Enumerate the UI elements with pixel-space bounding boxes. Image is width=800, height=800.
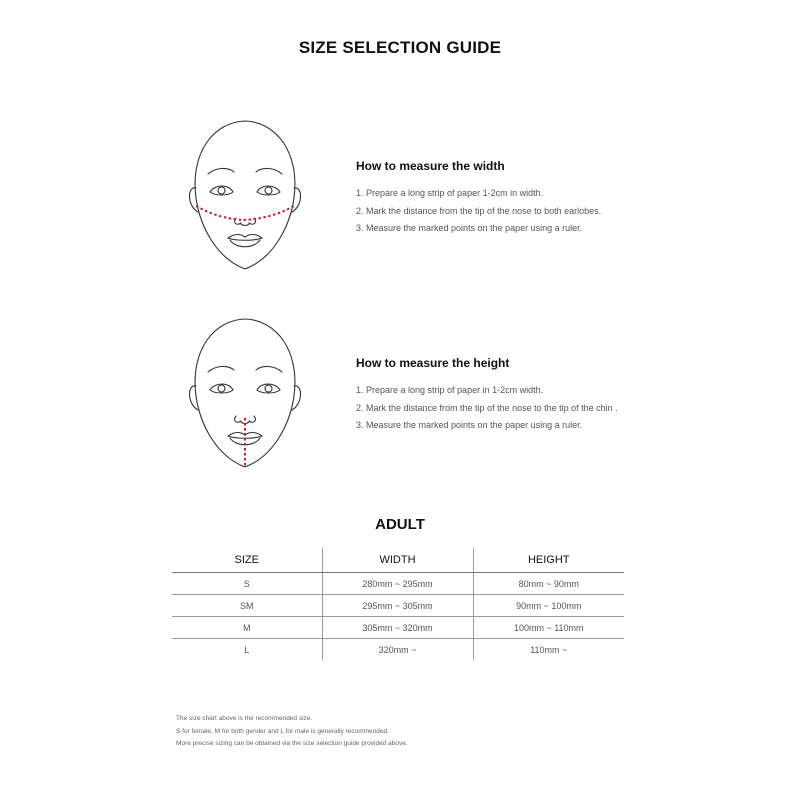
width-step: 2. Mark the distance from the tip of the nose to both earlobes. [356,205,602,216]
face-width-drawing [184,116,306,274]
cell-width: 280mm ~ 295mm [322,573,473,595]
header-size: SIZE [172,548,322,573]
size-table [172,548,624,660]
height-step: 2. Mark the distance from the tip of the nose to the tip of the chin . [356,402,618,413]
table-row [172,573,624,595]
footnotes [176,713,408,751]
face-height-illustration [184,314,306,472]
cell-size: L [244,644,250,655]
height-step: 3. Measure the marked points on the paper using a ruler. [356,420,583,430]
width-instructions [356,159,656,238]
table-header-row [172,548,624,573]
height-step: 1. Prepare a long strip of paper in 1-2cm width. [356,385,544,395]
width-step: 3. Measure the marked points on the paper using a ruler. [356,223,583,233]
cell-height: 80mm ~ 90mm [473,573,624,595]
width-steps [356,185,656,238]
footnote: The size chart above is the recommended size. [176,715,313,722]
page-title: SIZE SELECTION GUIDE [298,38,502,57]
face-width-illustration [184,116,306,274]
face-height-drawing [184,314,306,472]
table-row [172,617,624,639]
height-steps [356,382,656,435]
cell-height: 100mm ~ 110mm [473,617,624,639]
header-width: WIDTH [322,548,473,573]
cell-width: 305mm ~ 320mm [322,617,473,639]
cell-size: S [172,573,322,595]
cell-size: SM [172,595,322,617]
size-table-title: ADULT [375,516,425,533]
width-step: 1. Prepare a long strip of paper 1-2cm in width. [356,188,544,198]
cell-width: 320mm ~ [322,639,473,661]
table-row [172,639,624,661]
table-row [172,595,624,617]
cell-height: 90mm ~ 100mm [473,595,624,617]
height-heading: How to measure the height [356,356,510,370]
header-height: HEIGHT [473,548,624,573]
cell-width: 295mm ~ 305mm [322,595,473,617]
footnote: More precise sizing can be obtained via the size selection guide provided above. [176,740,408,747]
footnote: S for female, M for both gender and L for male is generally recommended. [176,727,389,735]
width-heading: How to measure the width [356,159,505,173]
cell-height: 110mm ~ [473,639,624,661]
height-instructions [356,356,656,435]
cell-size: M [172,617,322,639]
